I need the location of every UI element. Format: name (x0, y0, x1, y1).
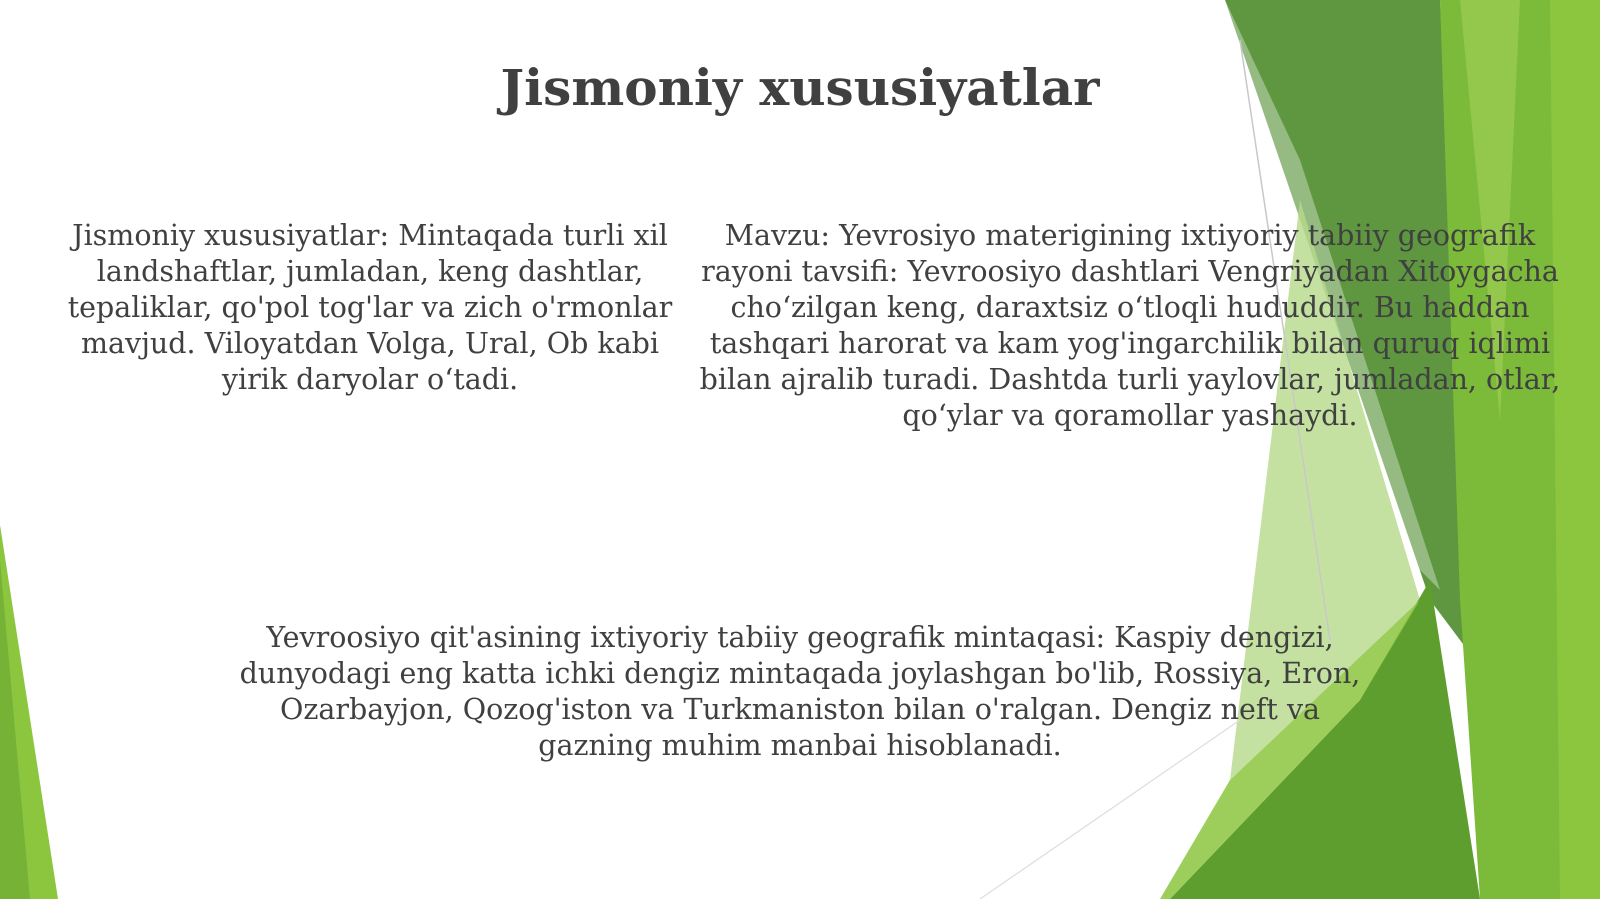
slide-title: Jismoniy xususiyatlar (500, 58, 1100, 117)
left-text-block: Jismoniy xususiyatlar: Mintaqada turli xil landshaftlar, jumladan, keng dashtlar, tepaliklar, qo'pol tog'lar va zich o'rmonlar mavjud. Viloyatdan Volga, Ural, Ob kabi yirik daryolar o‘tadi. (67, 219, 673, 396)
bottom-text-block: Yevroosiyo qit'asining ixtiyoriy tabiiy geografik mintaqasi: Kaspiy dengizi, dunyodagi eng katta ichki dengiz mintaqada joylashgan bo'lib, Rossiya, Eron, Ozarbayjon, Qozog'iston va Turkmaniston bilan o'ralgan. Dengiz neft va gazning muhim manbai hisoblanadi. (239, 621, 1361, 762)
right-text-block: Mavzu: Yevrosiyo materigining ixtiyoriy tabiiy geografik rayoni tavsifi: Yevroosiyo dashtlari Vengriyadan Xitoygacha cho‘zilgan keng, daraxtsiz o‘tloqli hududdir. Bu haddan tashqari harorat va kam yog'ingarchilik bilan quruq iqlimi bilan ajralib turadi. Dashtda turli yaylovlar, jumladan, otlar, qo‘ylar va qoramollar yashaydi. (699, 219, 1561, 432)
